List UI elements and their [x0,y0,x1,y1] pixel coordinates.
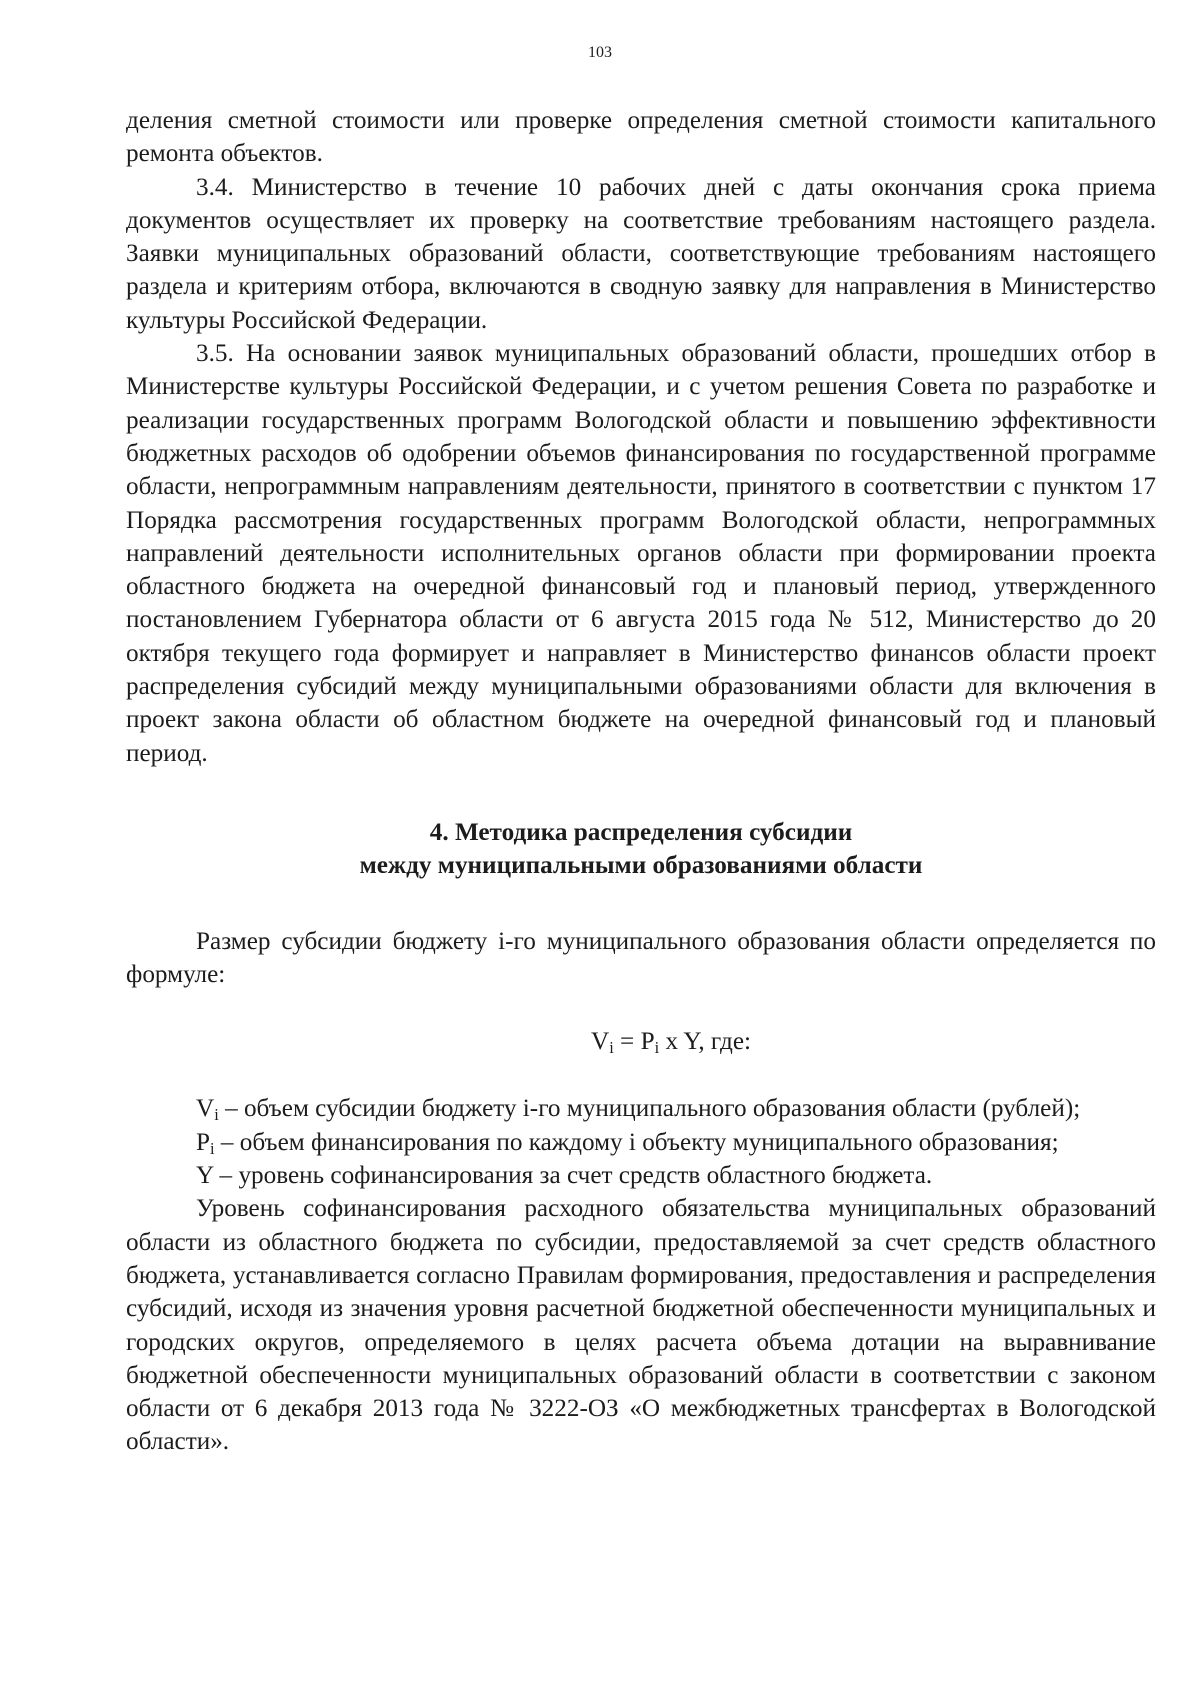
definition-v-text: – объем субсидии бюджету i-го муниципального образования области (рублей); [218,1095,1081,1123]
formula-p-sub: i [654,1038,660,1058]
page-number: 103 [588,44,612,61]
paragraph-3-5: 3.5. На основании заявок муниципальных образований области, прошедших отбор в Министерстве культуры Российской Федерации, и с учетом решения Совета по разработке и реализации государственных программ Вологодской области и повышению эффективности бюджетных расходов об одобрении объемов финансирования по государственной программе области, непрограммным направлениям деятельности, принятого в соответствии с пунктом 17 Порядка рассмотрения государственных программ Вологодской области, непрограммных направлений деятельности исполнительных органов области при формировании проекта областного бюджета на очередной финансовый год и плановый период, утвержденного постановлением Губернатора области от 6 августа 2015 года № 512, Министерство до 20 октября текущего года формирует и направляет в Министерство финансов области проект распределения субсидий между муниципальными образованиями области для включения в проект закона области об областном бюджете на очередной финансовый год и плановый период. [126,340,1156,767]
definition-v-symbol: V [196,1095,215,1123]
formula-v-sub: i [609,1038,614,1058]
paragraph-cofinancing-level: Уровень софинансирования расходного обязательства муниципальных образований области из областного бюджета по субсидии, предоставляемой за счет средств областного бюджета, устанавливается согласно Правилам формирования, предоставления и распределения субсидий, исходя из значения уровня расчетной бюджетной обеспеченности муниципальных и городских округов, определяемого в целях расчета объема дотации на выравнивание бюджетной обеспеченности муниципальных образований области в соответствии с законом области от 6 декабря 2013 года № 3222-ОЗ «О межбюджетных трансфертах в Вологодской области». [126,1195,1156,1456]
section-4-title-line1: 4. Методика распределения субсидии [429,818,853,846]
definition-p-sub: i [210,1138,215,1158]
definition-y: Y – уровень софинансирования за счет средств областного бюджета. [196,1162,933,1190]
formula-intro: Размер субсидии бюджету i-го муниципального образования области определяется по формуле: [126,927,1156,988]
section-4-heading [126,816,1156,883]
definition-v-sub: i [214,1105,219,1125]
formula-p: P [640,1028,655,1056]
paragraph-continuation: деления сметной стоимости или проверке определения сметной стоимости капитального ремонта объектов. [126,107,1156,168]
formula-rest: x Y, где: [659,1028,751,1056]
paragraph-3-4: 3.4. Министерство в течение 10 рабочих дней с даты окончания срока приема документов осуществляет их проверку на соответствие требованиям настоящего раздела. Заявки муниципальных образований области, соответствующие требованиям настоящего раздела и критериям отбора, включаются в сводную заявку для направления в Министерство культуры Российской Федерации. [126,173,1156,334]
document-body [126,104,1156,1459]
section-4-title-line2: между муниципальными образованиями области [359,852,923,880]
formula-eq: = [613,1028,641,1056]
formula [126,1025,1156,1058]
definition-v [126,1092,1156,1125]
definition-p [126,1126,1156,1159]
definition-p-symbol: P [196,1128,211,1156]
formula-v: V [590,1028,610,1056]
definition-p-text: – объем финансирования по каждому i объекту муниципального образования; [214,1128,1059,1156]
